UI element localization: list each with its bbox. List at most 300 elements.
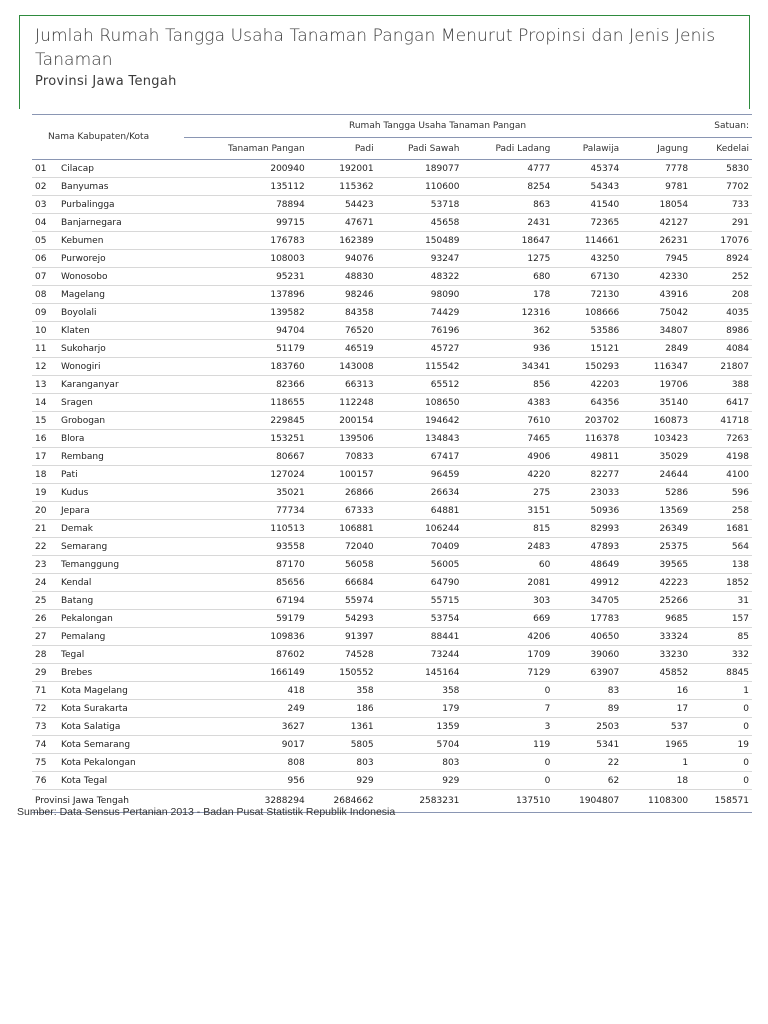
value-cell: 2849: [622, 340, 691, 358]
value-cell: 1359: [377, 718, 463, 736]
value-cell: 47671: [308, 214, 377, 232]
value-cell: 5704: [377, 736, 463, 754]
value-cell: 63907: [553, 664, 622, 682]
value-cell: 100157: [308, 466, 377, 484]
table-row: [32, 376, 752, 394]
value-cell: 194642: [377, 412, 463, 430]
value-cell: 8986: [691, 322, 752, 340]
value-cell: 3151: [462, 502, 553, 520]
value-cell: 53754: [377, 610, 463, 628]
value-cell: 358: [377, 682, 463, 700]
region-name: Pati: [58, 466, 184, 484]
region-name: Jepara: [58, 502, 184, 520]
column-header: Padi Sawah: [377, 138, 463, 160]
value-cell: 42127: [622, 214, 691, 232]
region-name: Karanganyar: [58, 376, 184, 394]
region-name: Purworejo: [58, 250, 184, 268]
value-cell: 145164: [377, 664, 463, 682]
value-cell: 54293: [308, 610, 377, 628]
region-name: Pemalang: [58, 628, 184, 646]
region-name: Batang: [58, 592, 184, 610]
value-cell: 1275: [462, 250, 553, 268]
column-header: Jagung: [622, 138, 691, 160]
value-cell: 51179: [184, 340, 308, 358]
value-cell: 16: [622, 682, 691, 700]
value-cell: 54423: [308, 196, 377, 214]
value-cell: 48322: [377, 268, 463, 286]
value-cell: 22: [553, 754, 622, 772]
value-cell: 258: [691, 502, 752, 520]
value-cell: 200154: [308, 412, 377, 430]
value-cell: 93558: [184, 538, 308, 556]
value-cell: 929: [377, 772, 463, 790]
table-row: [32, 214, 752, 232]
value-cell: 35029: [622, 448, 691, 466]
value-cell: 6417: [691, 394, 752, 412]
region-code: 12: [32, 358, 58, 376]
region-code: 02: [32, 178, 58, 196]
value-cell: 23033: [553, 484, 622, 502]
value-cell: 669: [462, 610, 553, 628]
value-cell: 95231: [184, 268, 308, 286]
total-cell: 2583231: [377, 790, 463, 813]
value-cell: 229845: [184, 412, 308, 430]
value-cell: 5830: [691, 160, 752, 178]
value-cell: 91397: [308, 628, 377, 646]
table-row: [32, 322, 752, 340]
table-row: [32, 268, 752, 286]
table-row: [32, 394, 752, 412]
value-cell: 7465: [462, 430, 553, 448]
column-header: Padi: [308, 138, 377, 160]
value-cell: 54343: [553, 178, 622, 196]
value-cell: 82277: [553, 466, 622, 484]
region-name: Boyolali: [58, 304, 184, 322]
value-cell: 60: [462, 556, 553, 574]
table-row: [32, 592, 752, 610]
region-name: Wonogiri: [58, 358, 184, 376]
region-name: Banyumas: [58, 178, 184, 196]
data-table-container: [32, 114, 752, 813]
value-cell: 48830: [308, 268, 377, 286]
value-cell: 74528: [308, 646, 377, 664]
value-cell: 4035: [691, 304, 752, 322]
value-cell: 138: [691, 556, 752, 574]
value-cell: 116347: [622, 358, 691, 376]
value-cell: 74429: [377, 304, 463, 322]
value-cell: 112248: [308, 394, 377, 412]
value-cell: 1681: [691, 520, 752, 538]
region-name: Sragen: [58, 394, 184, 412]
value-cell: 42223: [622, 574, 691, 592]
region-code: 21: [32, 520, 58, 538]
value-cell: 66313: [308, 376, 377, 394]
value-cell: 815: [462, 520, 553, 538]
region-code: 17: [32, 448, 58, 466]
data-table: [32, 114, 752, 813]
value-cell: 388: [691, 376, 752, 394]
value-cell: 99715: [184, 214, 308, 232]
value-cell: 9017: [184, 736, 308, 754]
region-code: 25: [32, 592, 58, 610]
value-cell: 252: [691, 268, 752, 286]
value-cell: 67194: [184, 592, 308, 610]
value-cell: 34341: [462, 358, 553, 376]
value-cell: 808: [184, 754, 308, 772]
region-code: 22: [32, 538, 58, 556]
region-code: 05: [32, 232, 58, 250]
value-cell: 40650: [553, 628, 622, 646]
value-cell: 70409: [377, 538, 463, 556]
total-cell: 1108300: [622, 790, 691, 813]
region-name: Kota Pekalongan: [58, 754, 184, 772]
region-code: 76: [32, 772, 58, 790]
table-row: [32, 736, 752, 754]
value-cell: 0: [462, 682, 553, 700]
value-cell: 4206: [462, 628, 553, 646]
table-row: [32, 772, 752, 790]
value-cell: 12316: [462, 304, 553, 322]
value-cell: 0: [462, 754, 553, 772]
value-cell: 75042: [622, 304, 691, 322]
region-code: 27: [32, 628, 58, 646]
value-cell: 98246: [308, 286, 377, 304]
value-cell: 76520: [308, 322, 377, 340]
region-name: Kebumen: [58, 232, 184, 250]
value-cell: 18054: [622, 196, 691, 214]
value-cell: 8254: [462, 178, 553, 196]
region-name: Kota Magelang: [58, 682, 184, 700]
value-cell: 87602: [184, 646, 308, 664]
total-cell: 3288294: [184, 790, 308, 813]
value-cell: 183760: [184, 358, 308, 376]
value-cell: 303: [462, 592, 553, 610]
value-cell: 13569: [622, 502, 691, 520]
source-note: Sumber: Data Sensus Pertanian 2013 - Badan Pusat Statistik Republik Indonesia: [17, 806, 396, 818]
table-row: [32, 430, 752, 448]
value-cell: 291: [691, 214, 752, 232]
table-row: [32, 718, 752, 736]
value-cell: 7610: [462, 412, 553, 430]
column-header: Padi Ladang: [462, 138, 553, 160]
table-row: [32, 358, 752, 376]
value-cell: 47893: [553, 538, 622, 556]
value-cell: 564: [691, 538, 752, 556]
region-name: Demak: [58, 520, 184, 538]
total-cell: 2684662: [308, 790, 377, 813]
table-row: [32, 160, 752, 178]
value-cell: 1: [622, 754, 691, 772]
value-cell: 2431: [462, 214, 553, 232]
table-row: [32, 700, 752, 718]
value-cell: 275: [462, 484, 553, 502]
region-code: 14: [32, 394, 58, 412]
value-cell: 33324: [622, 628, 691, 646]
value-cell: 76196: [377, 322, 463, 340]
value-cell: 103423: [622, 430, 691, 448]
table-row: [32, 664, 752, 682]
value-cell: 203702: [553, 412, 622, 430]
value-cell: 106881: [308, 520, 377, 538]
value-cell: 4777: [462, 160, 553, 178]
value-cell: 5341: [553, 736, 622, 754]
value-cell: 49811: [553, 448, 622, 466]
value-cell: 0: [691, 718, 752, 736]
value-cell: 78894: [184, 196, 308, 214]
value-cell: 18647: [462, 232, 553, 250]
value-cell: 2503: [553, 718, 622, 736]
value-cell: 53718: [377, 196, 463, 214]
region-name: Kota Tegal: [58, 772, 184, 790]
value-cell: 34705: [553, 592, 622, 610]
value-cell: 1965: [622, 736, 691, 754]
region-code: 73: [32, 718, 58, 736]
table-row: [32, 754, 752, 772]
table-row: [32, 610, 752, 628]
value-cell: 64356: [553, 394, 622, 412]
value-cell: 65512: [377, 376, 463, 394]
value-cell: 106244: [377, 520, 463, 538]
region-code: 04: [32, 214, 58, 232]
value-cell: 19706: [622, 376, 691, 394]
value-cell: 733: [691, 196, 752, 214]
value-cell: 332: [691, 646, 752, 664]
value-cell: 115542: [377, 358, 463, 376]
value-cell: 82993: [553, 520, 622, 538]
table-row: [32, 178, 752, 196]
region-name: Cilacap: [58, 160, 184, 178]
unit-label: Satuan:: [691, 115, 752, 138]
value-cell: 85656: [184, 574, 308, 592]
region-name: Grobogan: [58, 412, 184, 430]
value-cell: 115362: [308, 178, 377, 196]
region-name: Kudus: [58, 484, 184, 502]
region-name: Pekalongan: [58, 610, 184, 628]
value-cell: 249: [184, 700, 308, 718]
region-name: Magelang: [58, 286, 184, 304]
value-cell: 24644: [622, 466, 691, 484]
value-cell: 25375: [622, 538, 691, 556]
group-column-header: Rumah Tangga Usaha Tanaman Pangan: [184, 115, 691, 138]
table-row: [32, 502, 752, 520]
value-cell: 94076: [308, 250, 377, 268]
value-cell: 49912: [553, 574, 622, 592]
value-cell: 803: [377, 754, 463, 772]
region-code: 71: [32, 682, 58, 700]
value-cell: 176783: [184, 232, 308, 250]
value-cell: 118655: [184, 394, 308, 412]
value-cell: 358: [308, 682, 377, 700]
region-code: 72: [32, 700, 58, 718]
region-code: 16: [32, 430, 58, 448]
value-cell: 15121: [553, 340, 622, 358]
region-name: Kota Semarang: [58, 736, 184, 754]
value-cell: 150489: [377, 232, 463, 250]
value-cell: 162389: [308, 232, 377, 250]
region-code: 07: [32, 268, 58, 286]
value-cell: 189077: [377, 160, 463, 178]
region-code: 08: [32, 286, 58, 304]
region-code: 74: [32, 736, 58, 754]
value-cell: 84358: [308, 304, 377, 322]
value-cell: 33230: [622, 646, 691, 664]
value-cell: 35140: [622, 394, 691, 412]
value-cell: 179: [377, 700, 463, 718]
value-cell: 936: [462, 340, 553, 358]
region-code: 13: [32, 376, 58, 394]
value-cell: 89: [553, 700, 622, 718]
value-cell: 119: [462, 736, 553, 754]
value-cell: 41718: [691, 412, 752, 430]
value-cell: 596: [691, 484, 752, 502]
value-cell: 55715: [377, 592, 463, 610]
value-cell: 108650: [377, 394, 463, 412]
value-cell: 108003: [184, 250, 308, 268]
value-cell: 7263: [691, 430, 752, 448]
value-cell: 1709: [462, 646, 553, 664]
region-code: 75: [32, 754, 58, 772]
value-cell: 956: [184, 772, 308, 790]
value-cell: 2081: [462, 574, 553, 592]
value-cell: 110600: [377, 178, 463, 196]
value-cell: 56005: [377, 556, 463, 574]
table-row: [32, 304, 752, 322]
value-cell: 4084: [691, 340, 752, 358]
table-row: [32, 340, 752, 358]
value-cell: 139582: [184, 304, 308, 322]
region-code: 20: [32, 502, 58, 520]
value-cell: 114661: [553, 232, 622, 250]
value-cell: 0: [691, 772, 752, 790]
value-cell: 0: [462, 772, 553, 790]
value-cell: 45658: [377, 214, 463, 232]
name-column-header: Nama Kabupaten/Kota: [32, 115, 184, 160]
region-name: Banjarnegara: [58, 214, 184, 232]
region-code: 03: [32, 196, 58, 214]
value-cell: 208: [691, 286, 752, 304]
value-cell: 150293: [553, 358, 622, 376]
value-cell: 1361: [308, 718, 377, 736]
value-cell: 72130: [553, 286, 622, 304]
value-cell: 59179: [184, 610, 308, 628]
value-cell: 48649: [553, 556, 622, 574]
value-cell: 88441: [377, 628, 463, 646]
value-cell: 94704: [184, 322, 308, 340]
value-cell: 3627: [184, 718, 308, 736]
region-name: Sukoharjo: [58, 340, 184, 358]
value-cell: 4198: [691, 448, 752, 466]
value-cell: 135112: [184, 178, 308, 196]
value-cell: 856: [462, 376, 553, 394]
value-cell: 186: [308, 700, 377, 718]
value-cell: 72040: [308, 538, 377, 556]
value-cell: 4100: [691, 466, 752, 484]
value-cell: 55974: [308, 592, 377, 610]
value-cell: 4383: [462, 394, 553, 412]
value-cell: 116378: [553, 430, 622, 448]
region-name: Kota Surakarta: [58, 700, 184, 718]
value-cell: 109836: [184, 628, 308, 646]
region-name: Temanggung: [58, 556, 184, 574]
value-cell: 26349: [622, 520, 691, 538]
value-cell: 72365: [553, 214, 622, 232]
region-code: 15: [32, 412, 58, 430]
value-cell: 134843: [377, 430, 463, 448]
value-cell: 8924: [691, 250, 752, 268]
value-cell: 80667: [184, 448, 308, 466]
value-cell: 362: [462, 322, 553, 340]
column-header: Kedelai: [691, 138, 752, 160]
value-cell: 7702: [691, 178, 752, 196]
value-cell: 9685: [622, 610, 691, 628]
region-name: Kendal: [58, 574, 184, 592]
value-cell: 7: [462, 700, 553, 718]
value-cell: 82366: [184, 376, 308, 394]
value-cell: 66684: [308, 574, 377, 592]
value-cell: 139506: [308, 430, 377, 448]
table-row: [32, 682, 752, 700]
value-cell: 0: [691, 700, 752, 718]
region-code: 29: [32, 664, 58, 682]
value-cell: 0: [691, 754, 752, 772]
value-cell: 7129: [462, 664, 553, 682]
value-cell: 680: [462, 268, 553, 286]
table-body: [32, 160, 752, 790]
table-row: [32, 520, 752, 538]
value-cell: 200940: [184, 160, 308, 178]
region-code: 11: [32, 340, 58, 358]
table-row: [32, 232, 752, 250]
table-row: [32, 574, 752, 592]
value-cell: 8845: [691, 664, 752, 682]
value-cell: 96459: [377, 466, 463, 484]
value-cell: 98090: [377, 286, 463, 304]
value-cell: 85: [691, 628, 752, 646]
region-name: Tegal: [58, 646, 184, 664]
value-cell: 87170: [184, 556, 308, 574]
value-cell: 418: [184, 682, 308, 700]
region-code: 18: [32, 466, 58, 484]
value-cell: 39565: [622, 556, 691, 574]
value-cell: 45374: [553, 160, 622, 178]
value-cell: 41540: [553, 196, 622, 214]
value-cell: 21807: [691, 358, 752, 376]
region-code: 28: [32, 646, 58, 664]
table-row: [32, 484, 752, 502]
value-cell: 143008: [308, 358, 377, 376]
value-cell: 25266: [622, 592, 691, 610]
value-cell: 34807: [622, 322, 691, 340]
value-cell: 43916: [622, 286, 691, 304]
value-cell: 137896: [184, 286, 308, 304]
value-cell: 3: [462, 718, 553, 736]
value-cell: 53586: [553, 322, 622, 340]
page-subtitle: Provinsi Jawa Tengah: [35, 74, 177, 89]
value-cell: 178: [462, 286, 553, 304]
value-cell: 7945: [622, 250, 691, 268]
region-name: Brebes: [58, 664, 184, 682]
region-name: Rembang: [58, 448, 184, 466]
column-header: Tanaman Pangan: [184, 138, 308, 160]
value-cell: 17: [622, 700, 691, 718]
table-row: [32, 196, 752, 214]
value-cell: 73244: [377, 646, 463, 664]
value-cell: 56058: [308, 556, 377, 574]
region-name: Purbalingga: [58, 196, 184, 214]
total-cell: 1904807: [553, 790, 622, 813]
value-cell: 9781: [622, 178, 691, 196]
total-cell: 158571: [691, 790, 752, 813]
